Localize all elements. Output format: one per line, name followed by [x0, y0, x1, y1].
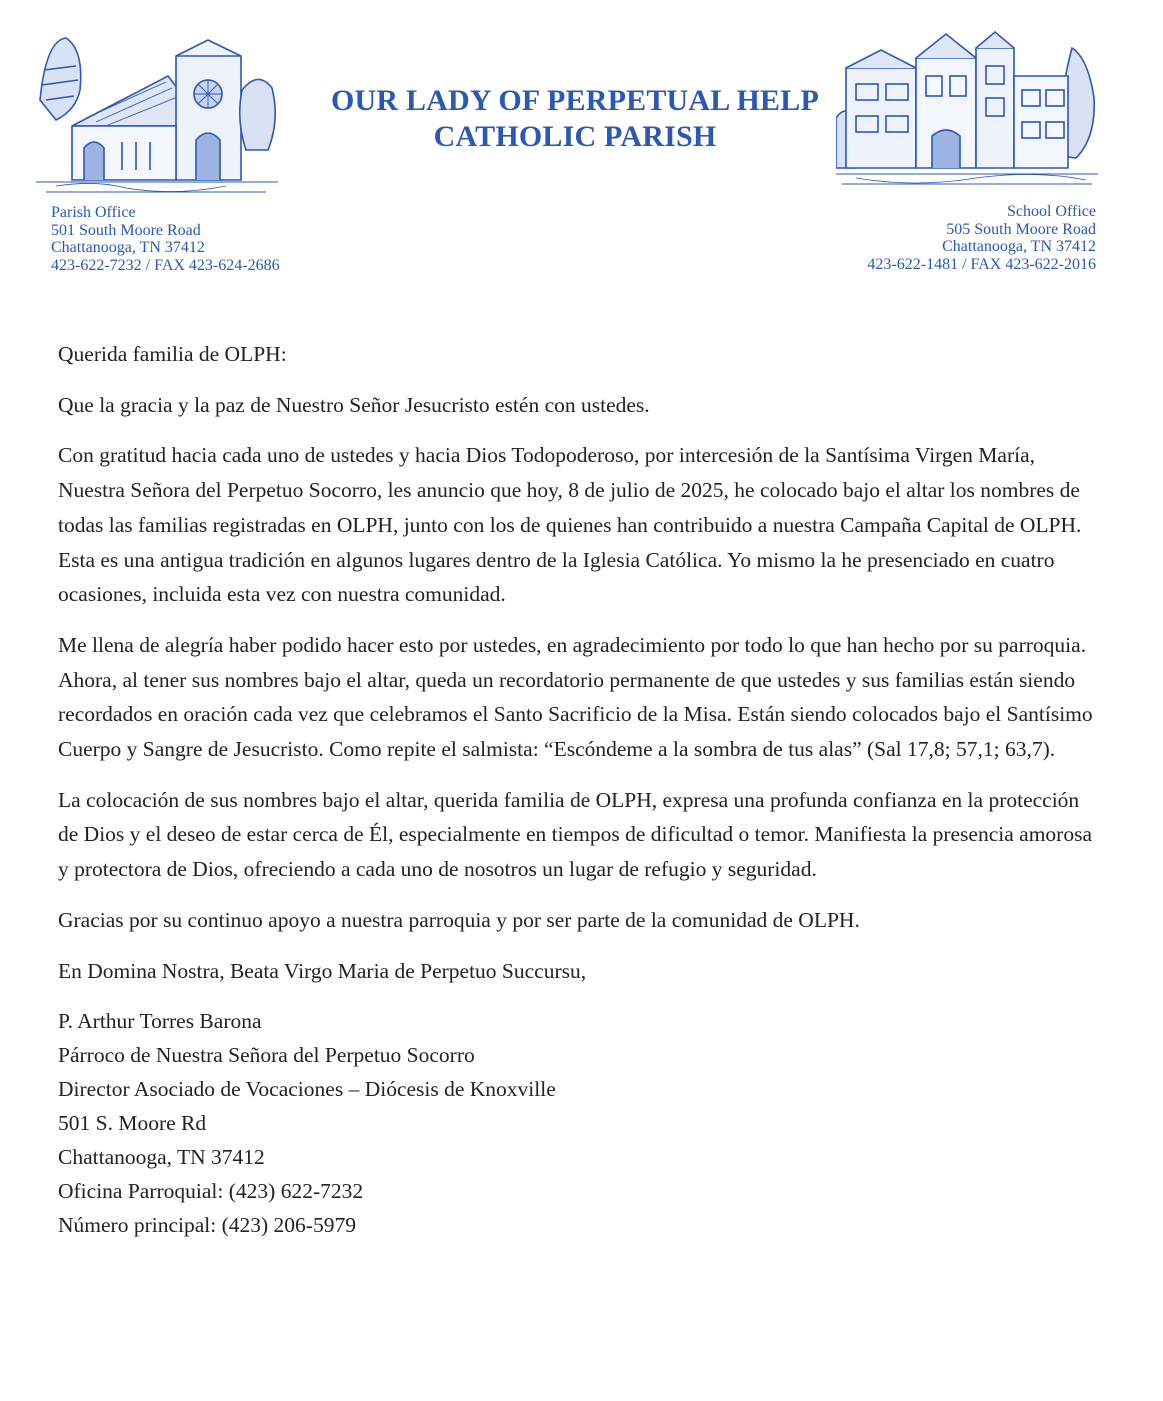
signature-role-2: Director Asociado de Vocaciones – Diócesis de Knoxville [58, 1077, 556, 1102]
parish-office-city: Chattanooga, TN 37412 [51, 239, 205, 256]
parish-office-label: Parish Office [51, 204, 136, 221]
signature-name: P. Arthur Torres Barona [58, 1009, 262, 1034]
school-office-street: 505 South Moore Road [946, 220, 1096, 238]
signature-city: Chattanooga, TN 37412 [58, 1145, 265, 1170]
church-illustration [36, 30, 278, 202]
signature-street: 501 S. Moore Rd [58, 1111, 207, 1136]
letter-paragraph-3: Me llena de alegría haber podido hacer esto por ustedes, en agradecimiento por todo lo que han hecho por su parroquia. Ahora, al tener sus nombres bajo el altar, queda un recordatorio permanente de que ustedes y sus familias están siendo recordados en oración cada vez que celebramos el Santo Sacrificio de la Misa. Están siendo colocados bajo el Santísimo Cuerpo y Sangre de Jesucristo. Como repite el salmista: “Escóndeme a la sombra de tus alas” (Sal 17,8; 57,1; 63,7). [58, 632, 1093, 762]
school-office-address [867, 203, 1096, 273]
letter-paragraph-5: Gracias por su continuo apoyo a nuestra parroquia y por ser parte de la comunidad de OLPH. [58, 907, 860, 932]
signature-block [58, 1004, 1098, 1242]
letter-paragraph-4: La colocación de sus nombres bajo el altar, querida familia de OLPH, expresa una profunda confianza en la protección de Dios y el deseo de estar cerca de Él, especialmente en tiempos de dificultad o temor. Manifiesta la presencia amorosa y protectora de Dios, ofreciendo a cada uno de nosotros un lugar de refugio y seguridad. [58, 787, 1092, 882]
parish-title-line1: OUR LADY OF PERPETUAL HELP [330, 84, 819, 117]
school-office-phones: 423-622-1481 / FAX 423-622-2016 [867, 255, 1096, 273]
letter-body [58, 337, 1098, 1242]
parish-office-address [51, 204, 280, 274]
school-illustration [836, 28, 1098, 196]
parish-office-phones: 423-622-7232 / FAX 423-624-2686 [51, 256, 280, 274]
letter-paragraph-2: Con gratitud hacia cada uno de ustedes y hacia Dios Todopoderoso, por intercesión de la Santísima Virgen María, Nuestra Señora del Perpetuo Socorro, les anuncio que hoy, 8 de julio de 2025, he colocado bajo el altar los nombres de todas las familias registradas en OLPH, junto con los de quienes han contribuido a nuestra Campaña Capital de OLPH. Esta es una antigua tradición en algunos lugares dentro de la Iglesia Católica. Yo mismo la he presenciado en cuatro ocasiones, incluida esta vez con nuestra comunidad. [58, 443, 1082, 607]
letter-greeting: Querida familia de OLPH: [58, 342, 287, 366]
parish-title-line2: CATHOLIC PARISH [433, 120, 717, 153]
school-office-label: School Office [1006, 203, 1096, 220]
letter-closing: En Domina Nostra, Beata Virgo Maria de Perpetuo Succursu, [58, 958, 587, 983]
signature-main-phone: Número principal: (423) 206-5979 [58, 1213, 356, 1238]
parish-office-street: 501 South Moore Road [51, 221, 201, 239]
school-office-city: Chattanooga, TN 37412 [942, 238, 1096, 255]
letter-paragraph-1: Que la gracia y la paz de Nuestro Señor Jesucristo estén con ustedes. [58, 392, 650, 417]
signature-role-1: Párroco de Nuestra Señora del Perpetuo Socorro [58, 1043, 475, 1068]
signature-office-phone: Oficina Parroquial: (423) 622-7232 [58, 1179, 364, 1204]
